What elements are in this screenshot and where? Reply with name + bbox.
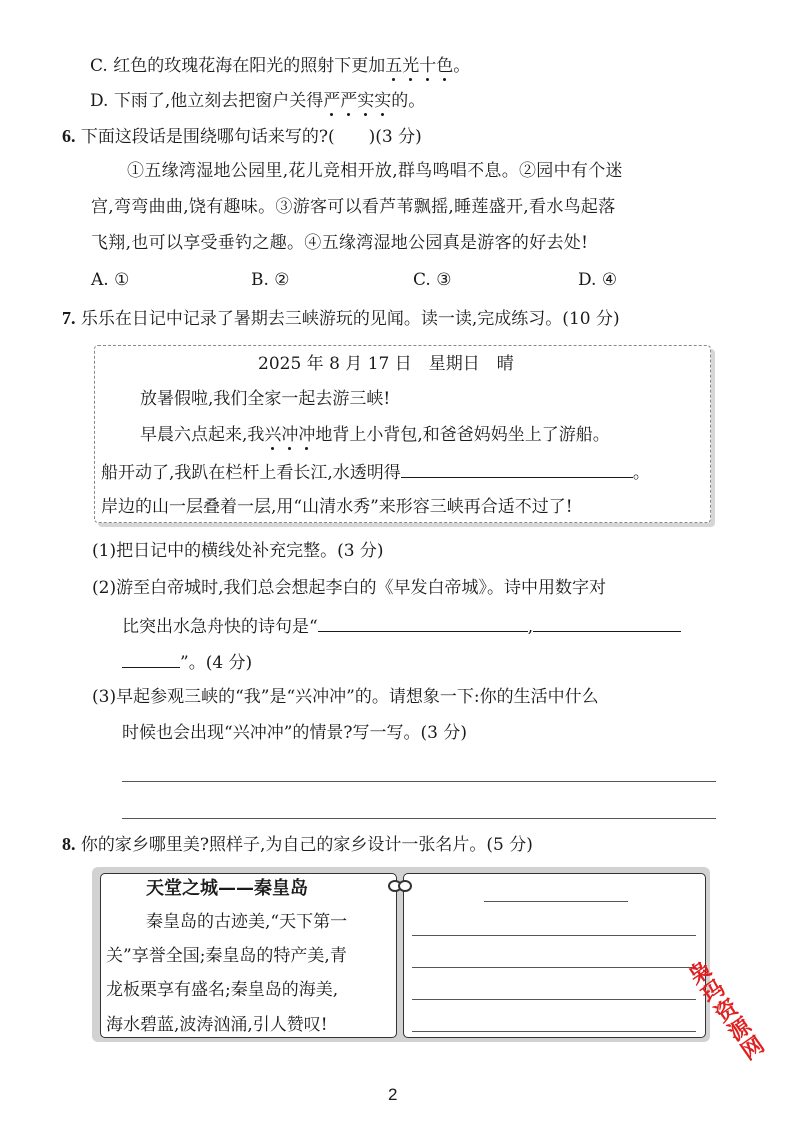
diary-paragraph-3: 船开动了,我趴在栏杆上看长江,水透明得 。 [101,463,650,483]
poem-blank-2[interactable] [533,617,681,632]
sample-card-line-2: 关”享誉全国;秦皇岛的特产美,青 [106,946,347,966]
diary-date: 2025 年 8 月 17 日 星期日 晴 [258,354,514,374]
answer-line-2[interactable] [122,818,716,819]
q8-stem: 8. 你的家乡哪里美?照样子,为自己的家乡设计一张名片。(5 分) [62,834,533,855]
q6-passage-line-3: 飞翔,也可以享受垂钓之趣。④五缘湾湿地公园真是游客的好去处! [91,233,589,253]
q6-passage-line-1: ①五缘湾湿地公园里,花儿竞相开放,群鸟鸣唱不息。②园中有个迷 [127,161,623,181]
poem-blank-1[interactable] [318,617,528,632]
q7-sub2-line-2: 比突出水急舟快的诗句是“ , [122,617,681,636]
sample-card-line-3: 龙板栗享有盛名;秦皇岛的海美, [106,980,339,1000]
diary-paragraph-4: 岸边的山一层叠着一层,用“山清水秀”来形容三峡再合适不过了! [101,497,573,517]
watermark-logo: 枭玛资源网 [681,957,768,1066]
q7-sub1: (1)把日记中的横线处补充完整。(3 分) [92,541,384,561]
card-ring-right [398,880,412,892]
q5-option-c: C. 红色的玫瑰花海在阳光的照射下更加五光十色。 [90,56,471,76]
q7-sub3-line-1: (3)早起参观三峡的“我”是“兴冲冲”的。请想象一下:你的生活中什么 [92,687,599,707]
q6-option-c[interactable]: C. ③ [413,270,452,290]
q6-passage-line-2: 宫,弯弯曲曲,饶有趣味。③游客可以看芦苇飘摇,睡莲盛开,看水鸟起落 [91,197,616,217]
q5-option-d: D. 下雨了,他立刻去把窗户关得严严实实的。 [90,91,426,111]
q7-stem: 7. 乐乐在日记中记录了暑期去三峡游玩的见闻。读一读,完成练习。(10 分) [62,308,620,329]
q7-sub2-line-1: (2)游至白帝城时,我们总会想起李白的《早发白帝城》。诗中用数字对 [92,578,606,598]
poem-blank-2-cont[interactable] [122,653,180,668]
card-answer-line-2[interactable] [412,967,696,968]
q6-stem: 6. 下面这段话是围绕哪句话来写的?( )(3 分) [62,126,422,147]
diary-paragraph-1: 放暑假啦,我们全家一起去游三峡! [140,389,391,409]
sample-card-line-4: 海水碧蓝,波涛汹涌,引人赞叹! [106,1015,328,1035]
sample-card-line-1: 秦皇岛的古迹美,“天下第一 [146,912,348,932]
diary-paragraph-2: 早晨六点起来,我兴冲冲地背上小背包,和爸爸妈妈坐上了游船。 [140,425,610,445]
sample-card-title: 天堂之城——秦皇岛 [146,878,308,899]
page-number: 2 [388,1085,398,1104]
q6-option-d[interactable]: D. ④ [578,270,618,290]
blank-card [403,873,706,1038]
diary-fill-blank[interactable] [401,463,633,478]
q6-option-b[interactable]: B. ② [251,270,290,290]
card-answer-line-3[interactable] [412,999,696,1000]
q7-sub3-line-2: 时候也会出现“兴冲冲”的情景?写一写。(3 分) [122,723,467,743]
q7-sub2-line-3: ”。(4 分) [122,653,252,672]
card-title-blank[interactable] [484,901,628,902]
q6-option-a[interactable]: A. ① [91,270,130,290]
card-answer-line-1[interactable] [412,935,696,936]
answer-line-1[interactable] [122,781,716,782]
card-answer-line-4[interactable] [412,1031,696,1032]
